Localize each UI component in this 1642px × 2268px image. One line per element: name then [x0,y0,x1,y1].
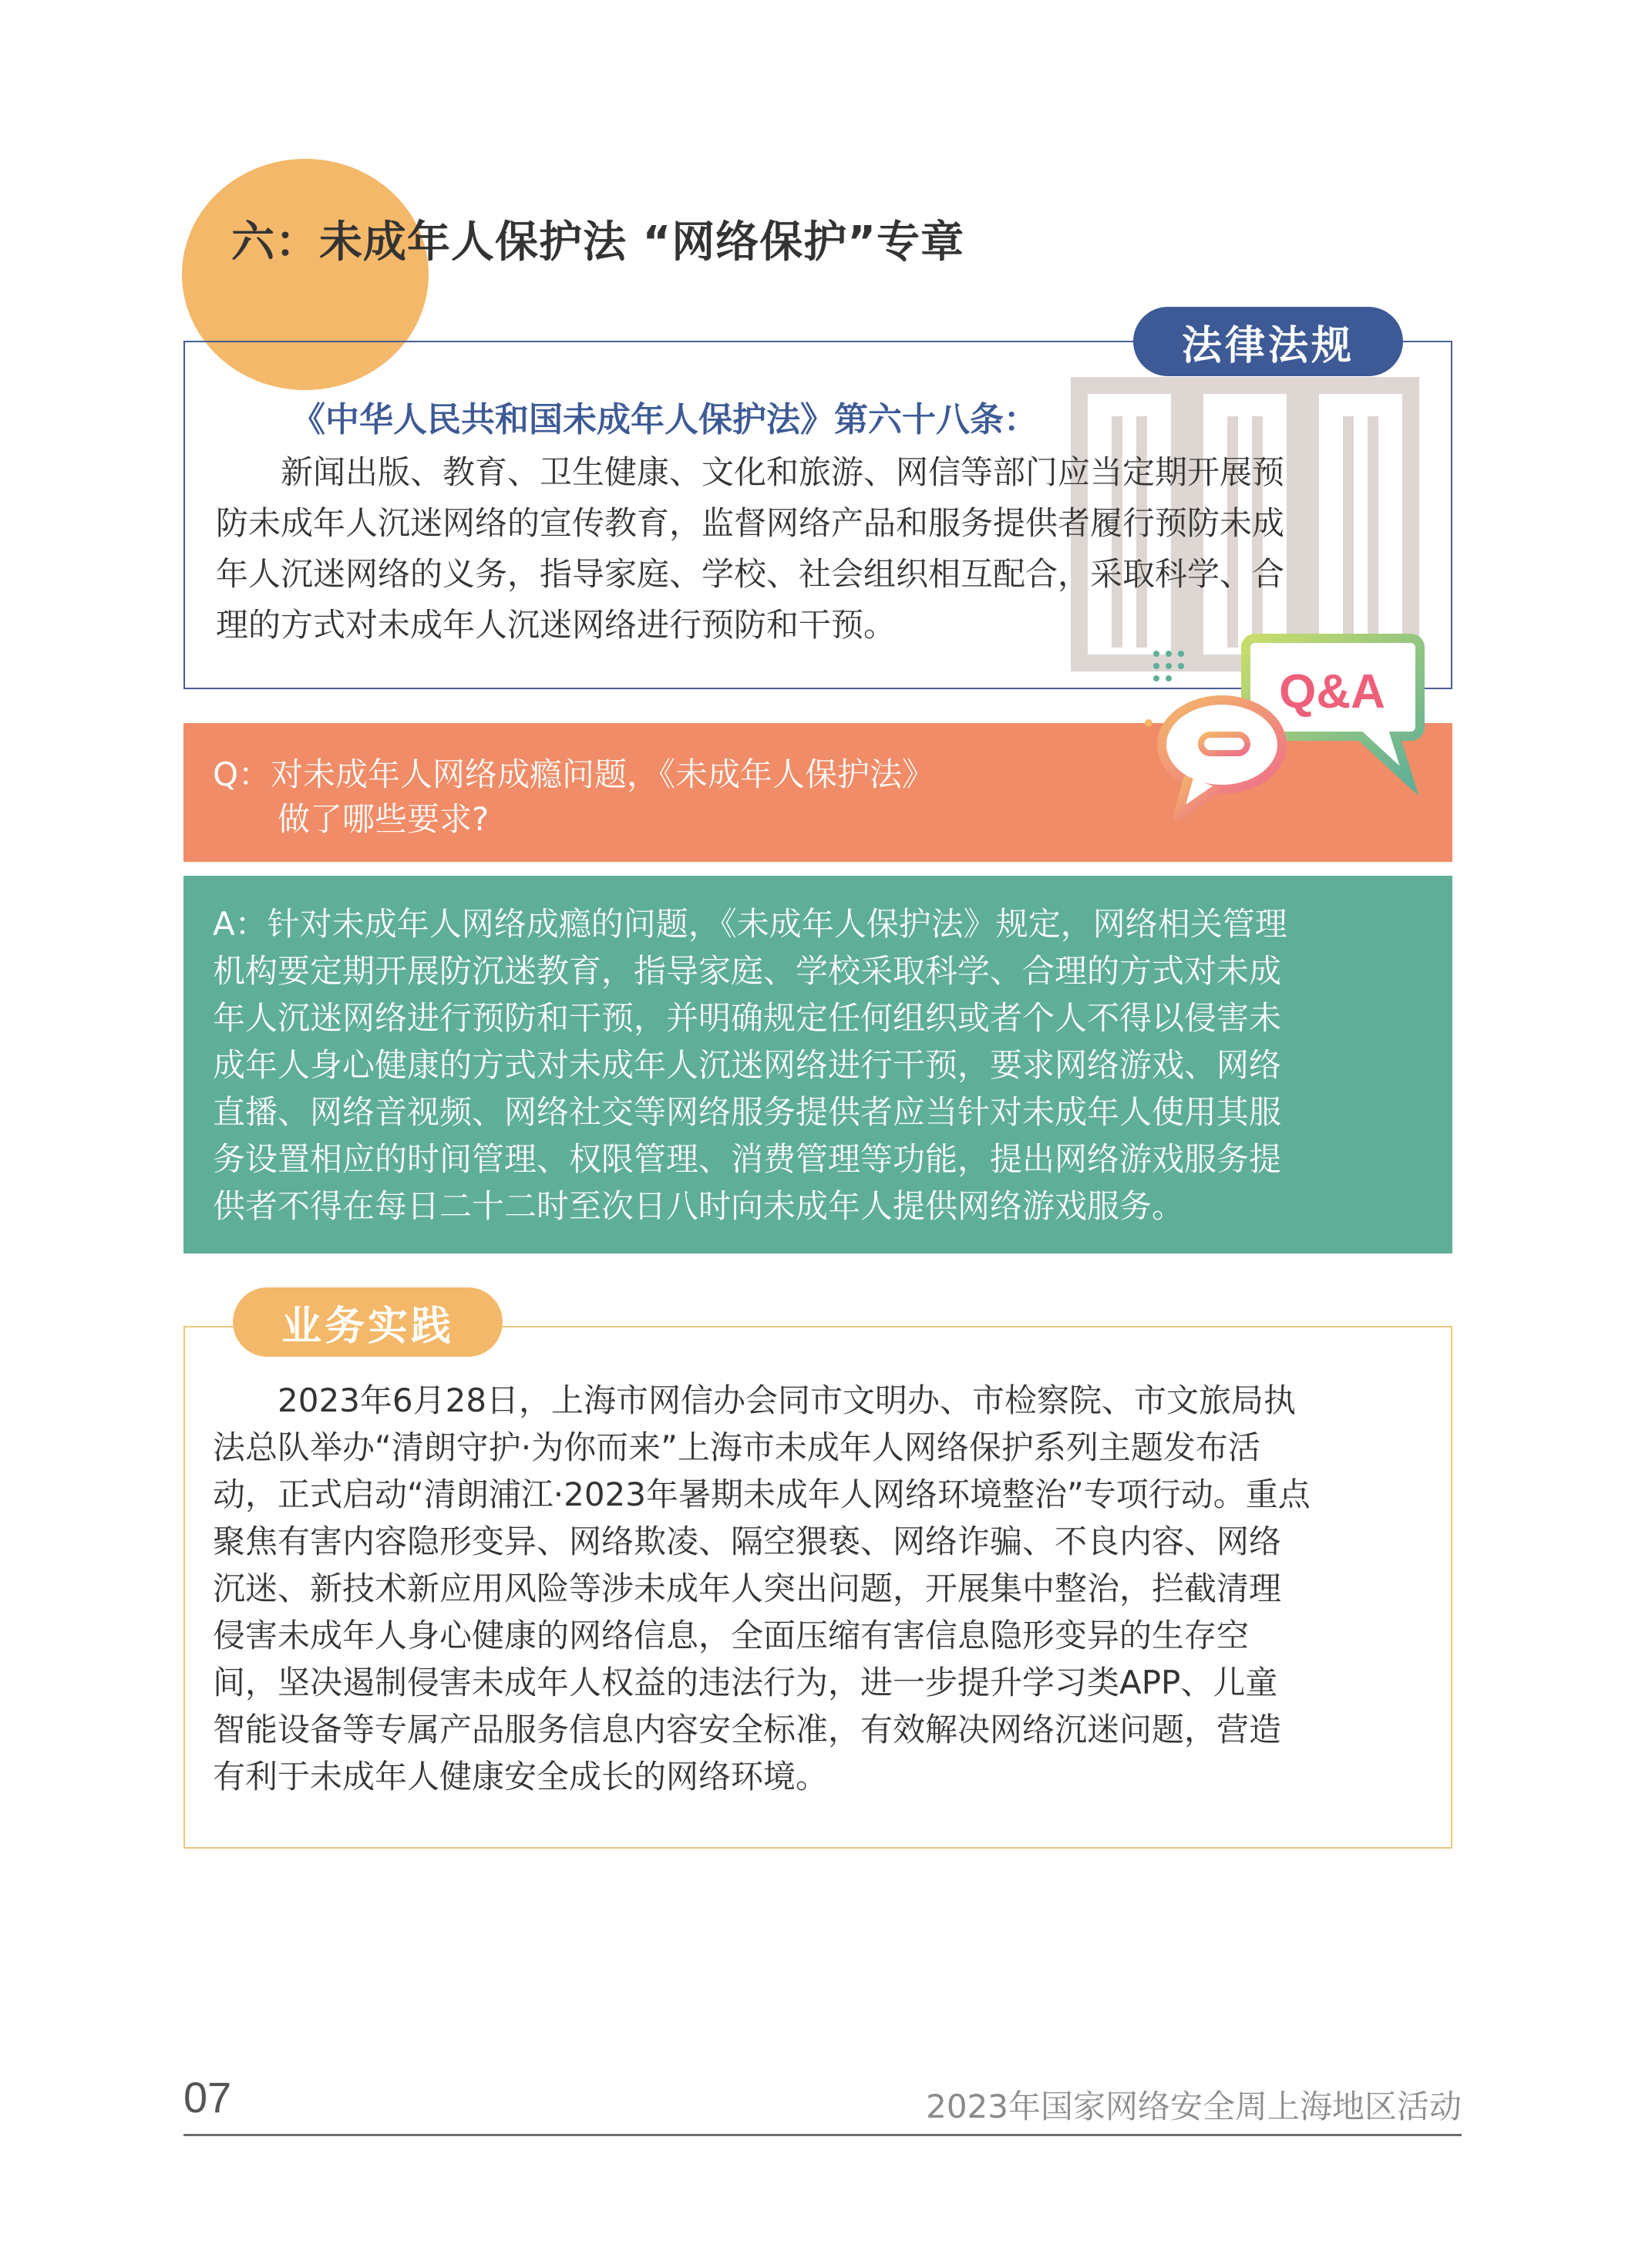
practice-line: 沉迷、新技术新应用风险等涉未成年人突出问题，开展集中整治，拦截清理 [213,1570,1282,1607]
answer-line: 年人沉迷网络进行预防和干预，并明确规定任何组织或者个人不得以侵害未 [213,999,1282,1037]
answer-line: A：针对未成年人网络成瘾的问题，《未成年人保护法》规定，网络相关管理 [213,905,1287,943]
law-line: 防未成年人沉迷网络的宣传教育，监督网络产品和服务提供者履行预防未成 [216,504,1285,542]
question-line: 做了哪些要求? [213,800,490,838]
law-line: 年人沉迷网络的义务，指导家庭、学校、社会组织相互配合，采取科学、合 [216,555,1285,593]
answer-line: 直播、网络音视频、网络社交等网络服务提供者应当针对未成年人使用其服 [213,1093,1282,1131]
practice-line: 智能设备等专属产品服务信息内容安全标准，有效解决网络沉迷问题，营造 [213,1711,1282,1748]
law-tag: 法律法规 [1133,307,1403,376]
answer-line: 务设置相应的时间管理、权限管理、消费管理等功能，提出网络游戏服务提 [213,1140,1282,1178]
answer-text [213,900,1431,1230]
practice-line: 动，正式启动“清朗浦江·2023年暑期未成年人网络环境整治”专项行动。重点 [213,1476,1311,1513]
law-body [216,447,1418,651]
practice-line: 聚焦有害内容隐形变异、网络欺凌、隔空猥亵、网络诈骗、不良内容、网络 [213,1523,1282,1560]
answer-line: 供者不得在每日二十二时至次日八时向未成年人提供网络游戏服务。 [213,1187,1185,1225]
law-line: 新闻出版、教育、卫生健康、文化和旅游、网信等部门应当定期开展预 [216,453,1285,491]
practice-body [213,1377,1431,1800]
footer-divider [183,2134,1462,2136]
footer-title: 2023年国家网络安全周上海地区活动 [926,2088,1462,2125]
practice-line: 间，坚决遏制侵害未成年人权益的违法行为，进一步提升学习类APP、儿童 [213,1664,1278,1701]
practice-line: 侵害未成年人身心健康的网络信息，全面压缩有害信息隐形变异的生存空 [213,1617,1250,1654]
practice-tag: 业务实践 [233,1287,503,1357]
practice-line: 有利于未成年人健康安全成长的网络环境。 [213,1758,829,1795]
practice-line: 2023年6月28日，上海市网信办会同市文明办、市检察院、市文旅局执 [213,1381,1297,1419]
svg-text:Q&A: Q&A [1279,665,1385,718]
answer-line: 机构要定期开展防沉迷教育，指导家庭、学校采取科学、合理的方式对未成 [213,952,1282,990]
law-line: 理的方式对未成年人沉迷网络进行预防和干预。 [216,606,897,644]
section-title: 六：未成年人保护法 “网络保护”专章 [231,217,965,268]
law-heading: 《中华人民共和国未成年人保护法》第六十八条： [291,400,1038,439]
question-text [213,752,934,842]
page-number: 07 [183,2073,232,2122]
answer-line: 成年人身心健康的方式对未成年人沉迷网络进行干预，要求网络游戏、网络 [213,1046,1282,1084]
question-line: Q：对未成年人网络成瘾问题，《未成年人保护法》 [213,755,935,793]
practice-line: 法总队举办“清朗守护·为你而来”上海市未成年人网络保护系列主题发布活 [213,1428,1260,1466]
qa-chat-icon [1141,623,1426,823]
